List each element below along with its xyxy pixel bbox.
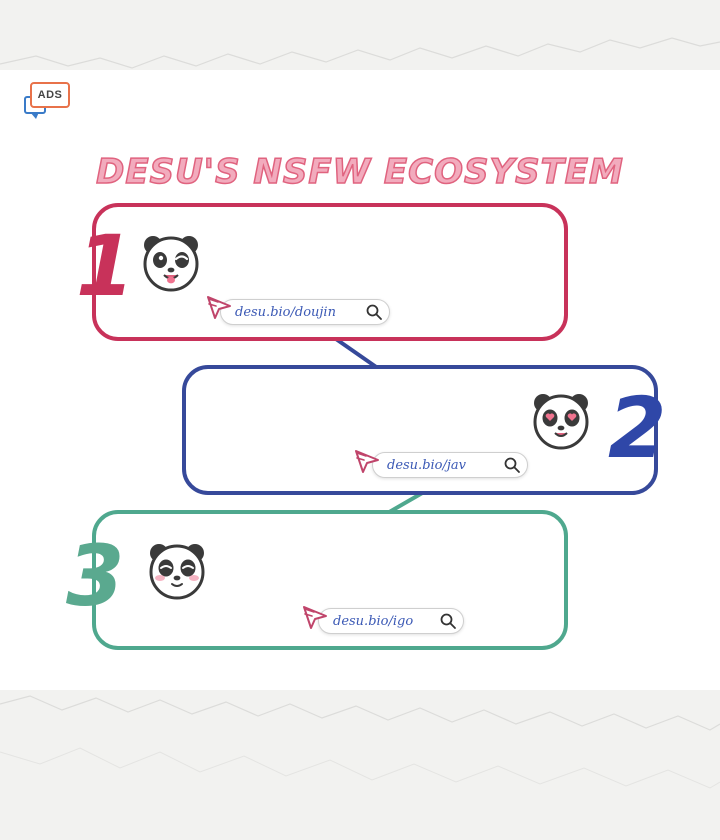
search-icon[interactable] [365, 303, 383, 321]
panda-blushing-icon [146, 540, 208, 602]
card-3-url-pill[interactable] [318, 608, 464, 634]
ads-label-bubble [30, 82, 70, 108]
card-2-url-text: desu.bio/jav [387, 457, 467, 473]
card-1-url-pill[interactable] [220, 299, 390, 325]
panda-winking-tongue-icon [140, 232, 202, 294]
card-1-url-text: desu.bio/doujin [235, 304, 336, 320]
card-3-url-text: desu.bio/igo [333, 613, 414, 629]
card-3-number: 3 [66, 527, 125, 625]
cursor-pointer-icon-1 [204, 294, 234, 320]
cursor-pointer-icon-2 [352, 448, 382, 474]
search-icon[interactable] [439, 612, 457, 630]
panda-heart-eyes-icon [530, 390, 592, 452]
card-1-number: 1 [76, 217, 135, 315]
card-2-url-pill[interactable] [372, 452, 528, 478]
ads-badge[interactable] [24, 82, 70, 122]
search-icon[interactable] [503, 456, 521, 474]
page-title [0, 152, 720, 192]
torn-paper-top [0, 0, 720, 70]
cursor-pointer-icon-3 [300, 604, 330, 630]
torn-paper-bottom [0, 690, 720, 840]
ads-label: ADS [37, 89, 63, 101]
card-2-number: 2 [608, 379, 667, 477]
headline-text: DESU'S NSFW ECOSYSTEM [96, 152, 624, 192]
